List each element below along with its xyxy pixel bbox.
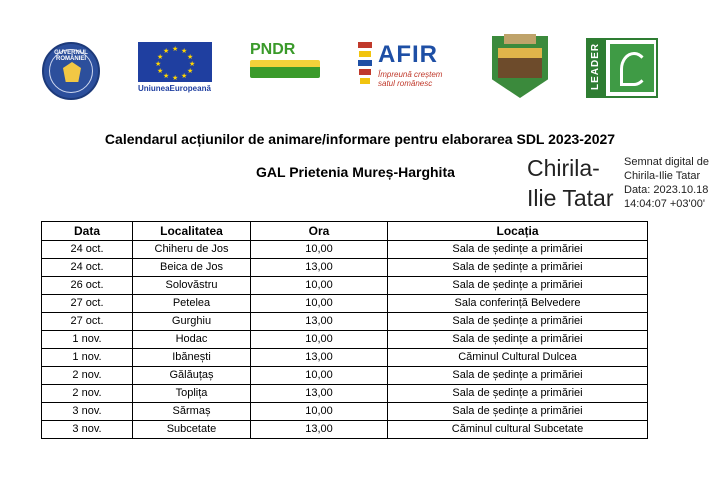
signature-info-line2: Chirila-Ilie Tatar [624, 170, 701, 182]
header-locatia: Locația [388, 222, 648, 241]
table-row [42, 349, 648, 367]
cell-date: 2 nov. [42, 367, 133, 385]
cell-locality: Gălăuțaș [133, 367, 251, 385]
cell-date: 2 nov. [42, 385, 133, 403]
signature-name [527, 153, 614, 213]
signature-info-line3: Data: 2023.10.18 [624, 184, 709, 196]
cell-time: 13,00 [251, 349, 388, 367]
wheat-icon [358, 42, 372, 92]
cell-time: 10,00 [251, 241, 388, 259]
schedule-table [41, 221, 648, 439]
pndr-label: PNDR [250, 41, 296, 58]
leader-label: LEADER [590, 42, 601, 90]
cell-locality: Petelea [133, 295, 251, 313]
cell-locality: Subcetate [133, 421, 251, 439]
cell-date: 24 oct. [42, 241, 133, 259]
cell-locality: Ibănești [133, 349, 251, 367]
cell-locality: Beica de Jos [133, 259, 251, 277]
cell-location: Căminul Cultural Dulcea [388, 349, 648, 367]
cell-location: Căminul cultural Subcetate [388, 421, 648, 439]
cell-location: Sala de ședințe a primăriei [388, 367, 648, 385]
pndr-logo [250, 42, 320, 92]
cell-location: Sala de ședințe a primăriei [388, 385, 648, 403]
cell-time: 13,00 [251, 313, 388, 331]
guvernul-romaniei-logo [42, 42, 100, 100]
cell-time: 10,00 [251, 277, 388, 295]
cell-location: Sala de ședințe a primăriei [388, 241, 648, 259]
cell-time: 13,00 [251, 259, 388, 277]
cell-date: 1 nov. [42, 331, 133, 349]
cell-locality: Solovăstru [133, 277, 251, 295]
cell-locality: Sărmaș [133, 403, 251, 421]
table-row [42, 241, 648, 259]
document-subtitle: GAL Prietenia Mureș-Harghita [256, 164, 455, 180]
cell-date: 27 oct. [42, 313, 133, 331]
field-icon [250, 60, 320, 78]
table-row [42, 313, 648, 331]
eu-label: UniuneaEuropeană [138, 84, 211, 93]
leader-logo [586, 38, 658, 98]
cell-locality: Toplița [133, 385, 251, 403]
table-row [42, 421, 648, 439]
cell-location: Sala de ședințe a primăriei [388, 313, 648, 331]
table-row [42, 295, 648, 313]
cell-time: 10,00 [251, 331, 388, 349]
cell-time: 13,00 [251, 421, 388, 439]
cell-date: 3 nov. [42, 403, 133, 421]
header-data: Data [42, 222, 133, 241]
afir-slogan [378, 70, 442, 88]
cell-time: 13,00 [251, 385, 388, 403]
cell-location: Sala de ședințe a primăriei [388, 259, 648, 277]
table-row [42, 385, 648, 403]
cell-locality: Gurghiu [133, 313, 251, 331]
table-row [42, 331, 648, 349]
signature-name-line1: Chirila- [527, 155, 600, 181]
cell-date: 1 nov. [42, 349, 133, 367]
header-localitatea: Localitatea [133, 222, 251, 241]
cell-locality: Chiheru de Jos [133, 241, 251, 259]
cell-location: Sala de ședințe a primăriei [388, 403, 648, 421]
cell-location: Sala de ședințe a primăriei [388, 277, 648, 295]
document-title: Calendarul acțiunilor de animare/informare pentru elaborarea SDL 2023-2027 [104, 131, 616, 147]
eu-logo [138, 42, 212, 96]
afir-logo [358, 42, 458, 94]
cell-date: 26 oct. [42, 277, 133, 295]
signature-info-line4: 14:04:07 +03'00' [624, 198, 705, 210]
table-header-row [42, 222, 648, 241]
cell-location: Sala de ședințe a primăriei [388, 331, 648, 349]
header-ora: Ora [251, 222, 388, 241]
signature-name-line2: Ilie Tatar [527, 185, 614, 211]
cell-date: 27 oct. [42, 295, 133, 313]
signature-info [624, 155, 709, 211]
cell-date: 24 oct. [42, 259, 133, 277]
table-row [42, 403, 648, 421]
guvernul-logo-text: GUVERNUL ROMÂNIEI [54, 50, 88, 62]
cell-time: 10,00 [251, 295, 388, 313]
cell-time: 10,00 [251, 403, 388, 421]
signature-info-line1: Semnat digital de [624, 156, 709, 168]
crown-icon [504, 34, 536, 44]
afir-slogan-line2: satul românesc [378, 79, 433, 88]
cell-location: Sala conferință Belvedere [388, 295, 648, 313]
eu-flag-icon: ★ ★ ★ ★ ★ ★ ★ ★ ★ ★ ★ ★ [138, 42, 212, 82]
table-row [42, 367, 648, 385]
leader-emblem-icon [610, 44, 654, 92]
local-coat-of-arms-icon [492, 36, 548, 102]
afir-label: AFIR [378, 41, 438, 68]
cell-locality: Hodac [133, 331, 251, 349]
afir-slogan-line1: Împreună creștem [378, 70, 443, 79]
table-row [42, 277, 648, 295]
cell-date: 3 nov. [42, 421, 133, 439]
table-row [42, 259, 648, 277]
cell-time: 10,00 [251, 367, 388, 385]
